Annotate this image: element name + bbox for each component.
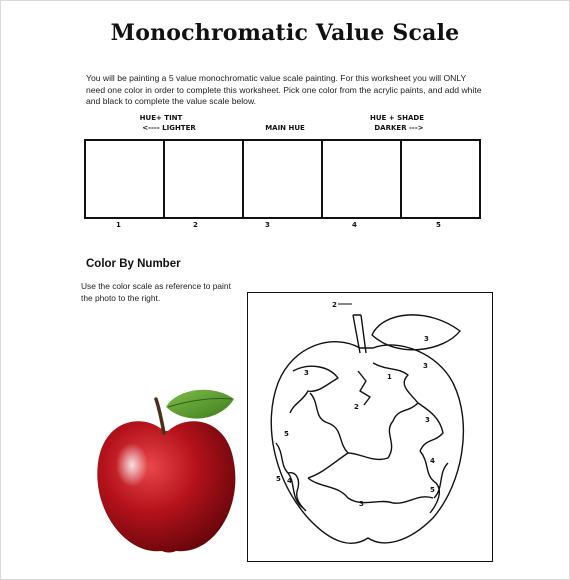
region-label-bottom-center: 3 [359, 500, 364, 508]
region-label-right-lower-b: 5 [430, 486, 435, 494]
region-label-left-lower-b: 4 [287, 477, 292, 485]
tint-label: HUE+ TINT [139, 114, 183, 122]
region-label-upper-left: 3 [304, 369, 309, 377]
darker-label: DARKER ---> [374, 124, 424, 132]
value-number-2: 2 [193, 221, 198, 229]
shade-label: HUE + SHADE [370, 114, 424, 122]
value-number-4: 4 [352, 221, 357, 229]
apple-highlight [116, 443, 148, 487]
color-by-number-heading: Color By Number [86, 258, 181, 270]
region-label-right-middle: 3 [425, 416, 430, 424]
value-scale [84, 139, 481, 219]
value-box-4[interactable] [323, 141, 402, 217]
apple-leaf [166, 390, 234, 419]
apple-line-drawing [248, 293, 494, 563]
value-box-2[interactable] [165, 141, 244, 217]
main-hue-label: MAIN HUE [265, 124, 305, 132]
value-box-1[interactable] [86, 141, 165, 217]
lighter-label: <---- LIGHTER [142, 124, 196, 132]
apple-body [97, 421, 235, 552]
region-label-top-center: 1 [387, 373, 392, 381]
color-by-number-instructions: Use the color scale as reference to paint the photo to the right. [81, 281, 231, 303]
region-label-top-right: 3 [423, 362, 428, 370]
value-number-5: 5 [436, 221, 441, 229]
region-label-center: 2 [354, 403, 359, 411]
apple-photo [84, 383, 247, 561]
region-label-stem: 2 [332, 301, 337, 309]
color-by-number-panel [247, 292, 493, 562]
page-title: Monochromatic Value Scale [110, 20, 460, 46]
region-label-right-lower-a: 4 [430, 457, 435, 465]
value-number-3: 3 [265, 221, 270, 229]
region-label-left-lower-a: 5 [276, 475, 281, 483]
value-box-5[interactable] [402, 141, 479, 217]
region-label-left-middle: 5 [284, 430, 289, 438]
value-box-3[interactable] [244, 141, 323, 217]
value-number-1: 1 [116, 221, 121, 229]
intro-paragraph: You will be painting a 5 value monochromatic value scale painting. For this worksheet you will ONLY need one color in order to complete this worksheet. Pick one color from the acrylic paints, and add white and black to complete the value scale below. [86, 73, 482, 106]
region-label-leaf: 3 [424, 335, 429, 343]
